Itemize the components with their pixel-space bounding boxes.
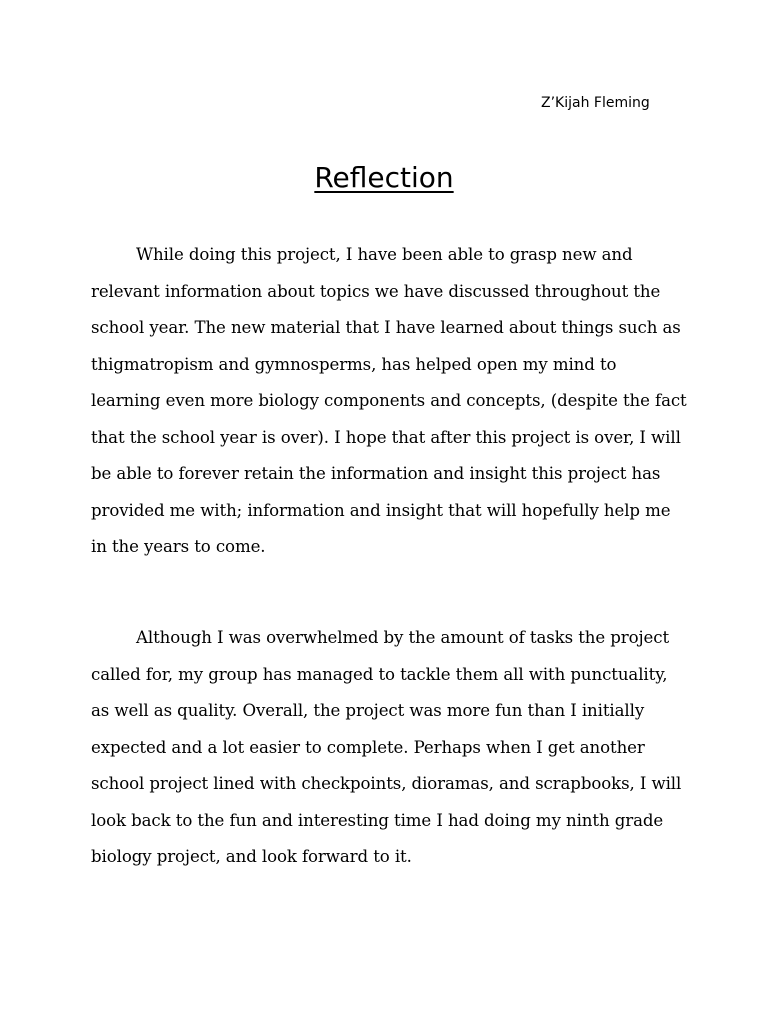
paragraph-line: thigmatropism and gymnosperms, has helped open my mind to: [91, 354, 617, 374]
paragraph-line: that the school year is over). I hope that after this project is over, I will: [91, 427, 681, 447]
paragraph-line: in the years to come.: [91, 537, 266, 556]
paragraph-line: expected and a lot easier to complete. Perhaps when I get another: [91, 737, 645, 757]
paragraph-line: biology project, and look forward to it.: [91, 847, 412, 866]
document-title: [0, 159, 768, 197]
paragraph-line: provided me with; information and insight that will hopefully help me: [91, 500, 671, 520]
author-name: Z’Kijah Fleming: [541, 95, 650, 111]
paragraph-line: school project lined with checkpoints, dioramas, and scrapbooks, I will: [91, 774, 682, 793]
paragraph-2: [91, 620, 691, 876]
paragraph-line: Although I was overwhelmed by the amount of tasks the project: [136, 628, 670, 647]
paragraph-line: learning even more biology components and concepts, (despite the fact: [91, 391, 687, 410]
paragraph-line: school year. The new material that I have learned about things such as: [91, 318, 681, 337]
paragraph-line: be able to forever retain the information and insight this project has: [91, 464, 661, 483]
paragraph-line: as well as quality. Overall, the project was more fun than I initially: [91, 701, 645, 720]
paragraph-line: called for, my group has managed to tackle them all with punctuality,: [91, 664, 668, 684]
paragraph-1: [91, 237, 691, 566]
paragraph-line: look back to the fun and interesting time I had doing my ninth grade: [91, 810, 664, 830]
paragraph-line: While doing this project, I have been able to grasp new and: [136, 245, 633, 264]
title-text: Reflection: [314, 161, 454, 194]
paragraph-line: relevant information about topics we have discussed throughout the: [91, 281, 661, 301]
